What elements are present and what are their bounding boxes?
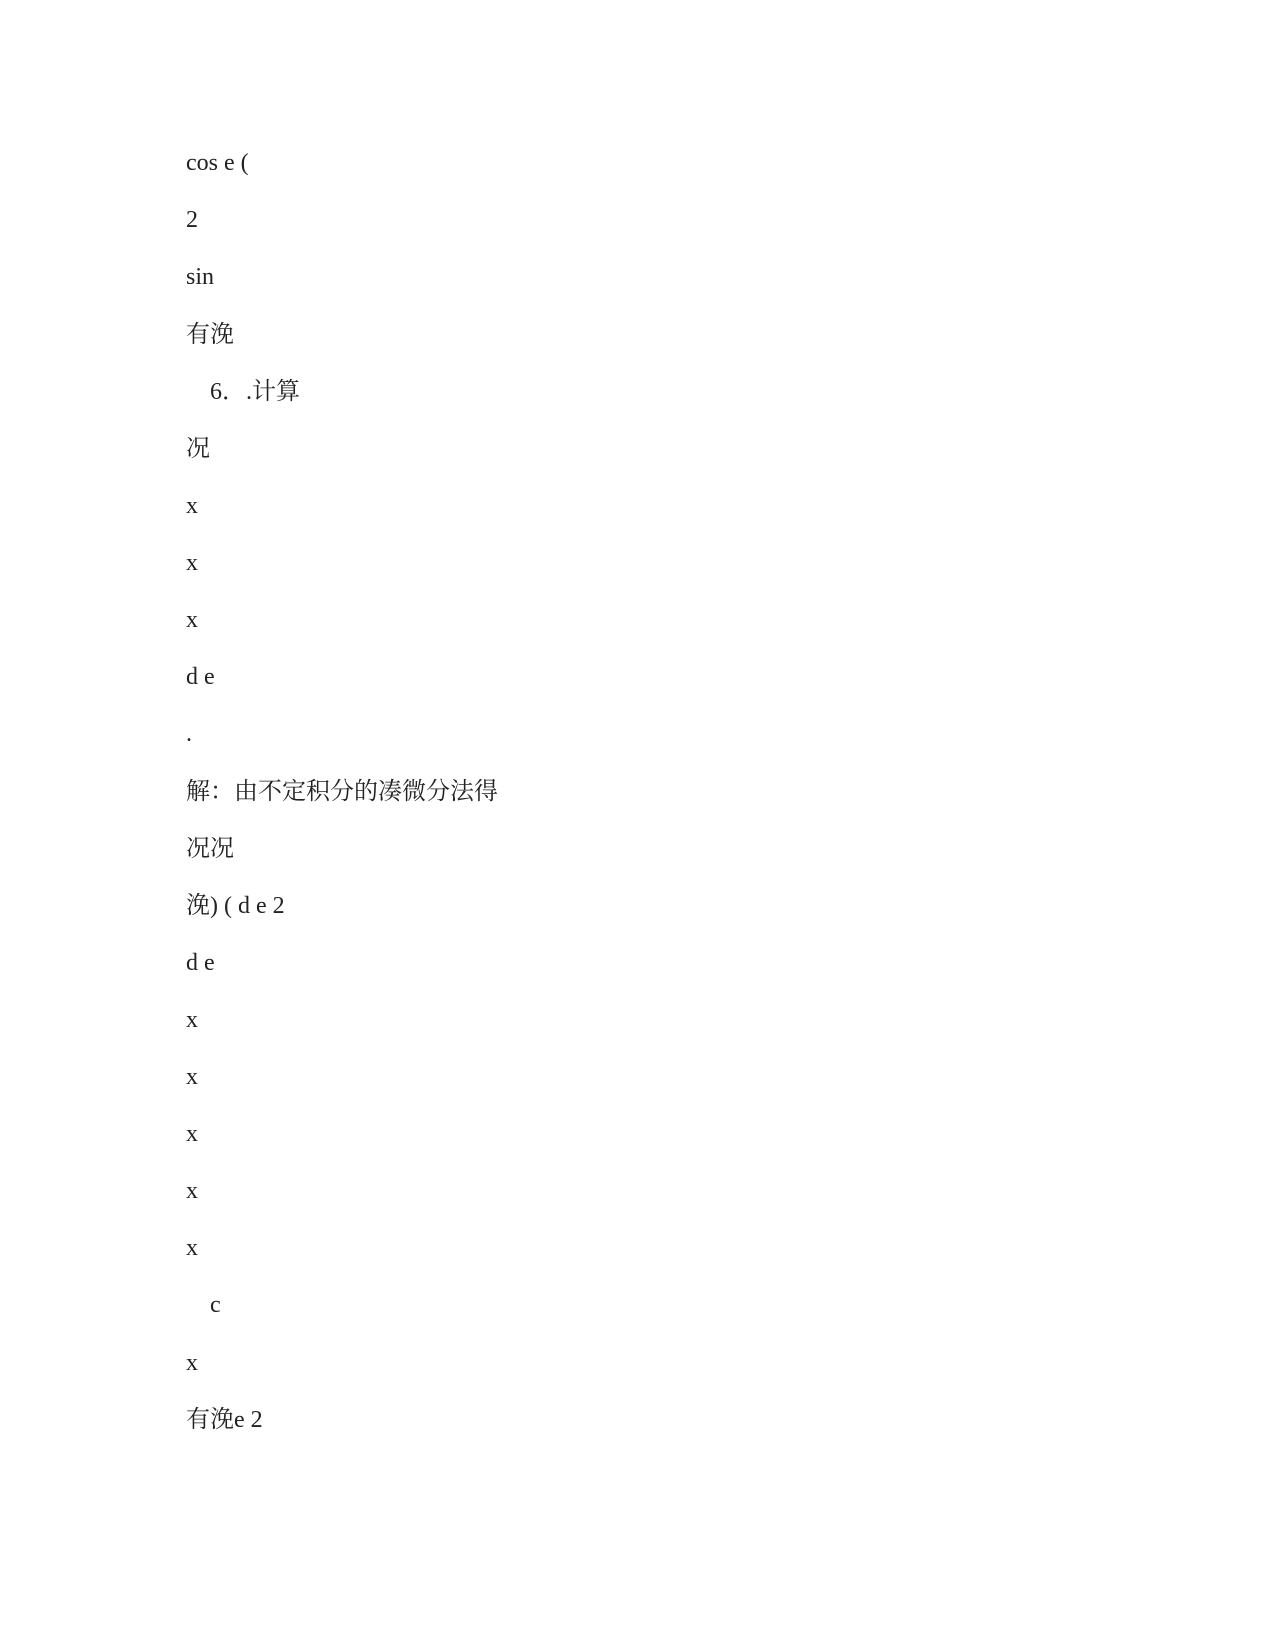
text-line: x	[186, 1235, 198, 1261]
text-line: x	[186, 1350, 198, 1376]
text-line: d e	[186, 950, 215, 976]
text-line: x	[186, 493, 198, 519]
text-line: x	[186, 607, 198, 633]
text-line: c	[210, 1292, 221, 1318]
text-line: d e	[186, 664, 215, 690]
text-line: x	[186, 1064, 198, 1090]
text-line: x	[186, 1007, 198, 1033]
text-line: 浼) ( d e 2	[186, 893, 285, 919]
text-line: 有浼e 2	[186, 1407, 263, 1433]
text-line: 况况	[186, 836, 234, 862]
text-line: 有浼	[186, 322, 234, 348]
text-line: 解：由不定积分的凑微分法得	[186, 779, 498, 805]
text-line: 6．.计算	[210, 379, 300, 405]
text-line: .	[186, 721, 192, 747]
text-line: 况	[186, 436, 210, 462]
text-line: sin	[186, 264, 215, 290]
text-line: x	[186, 1121, 198, 1147]
text-line: x	[186, 550, 198, 576]
text-line: 2	[186, 207, 198, 233]
text-line: cos e (	[186, 150, 249, 176]
text-line: x	[186, 1178, 198, 1204]
